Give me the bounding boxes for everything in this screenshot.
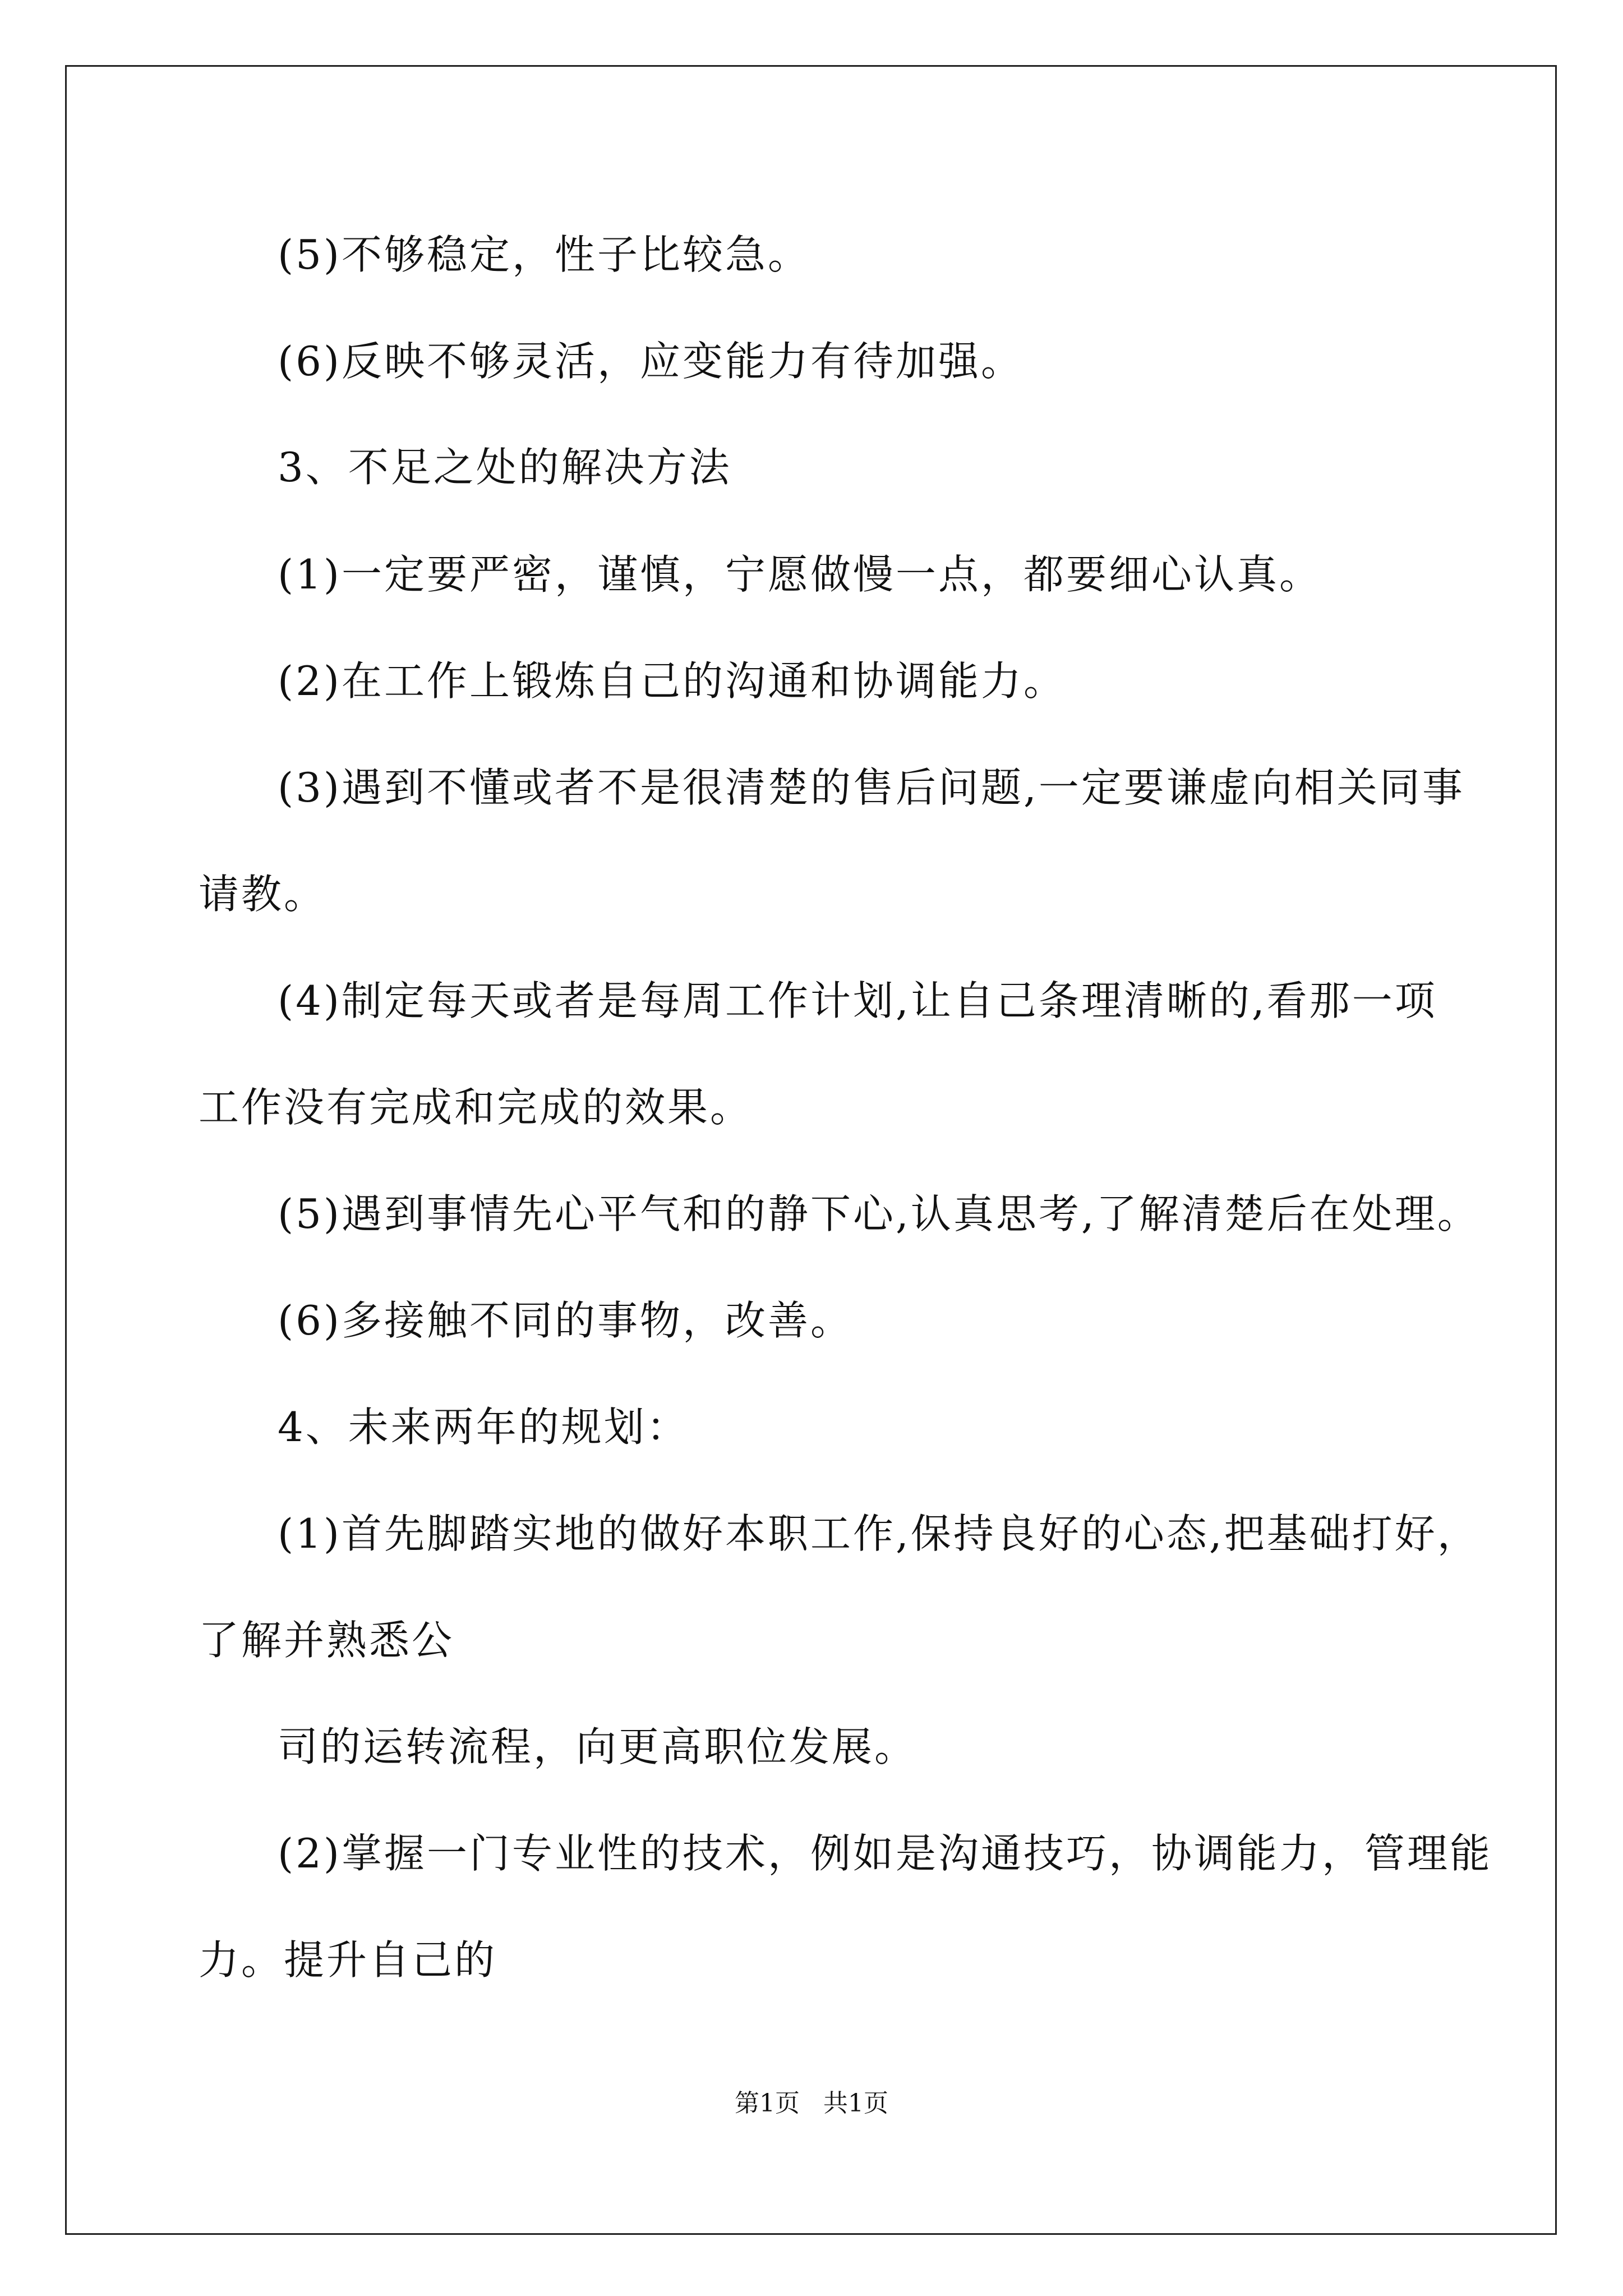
paragraph-line: (6)反映不够灵活，应变能力有待加强。 <box>278 338 1023 385</box>
paragraph-line: 了解并熟悉公 <box>199 1617 455 1664</box>
section-heading: 3、不足之处的解决方法 <box>278 444 732 491</box>
paragraph-line: (5)不够稳定，性子比较急。 <box>278 231 810 278</box>
section-heading: 4、未来两年的规划： <box>278 1404 689 1451</box>
paragraph-line: (2)掌握一门专业性的技术，例如是沟通技巧，协调能力，管理能 <box>278 1830 1492 1877</box>
page-footer: 第1页 共1页 <box>735 2089 888 2118</box>
paragraph-line: 请教。 <box>199 871 327 918</box>
paragraph-line: 工作没有完成和完成的效果。 <box>199 1084 753 1131</box>
paragraph-line: (3)遇到不懂或者不是很清楚的售后问题,一定要谦虚向相关同事 <box>278 764 1465 811</box>
paragraph-line: (4)制定每天或者是每周工作计划,让自己条理清晰的,看那一项 <box>278 977 1437 1024</box>
paragraph-line: 力。提升自己的 <box>199 1936 497 1984</box>
paragraph-line: (2)在工作上锻炼自己的沟通和协调能力。 <box>278 657 1066 705</box>
paragraph-line: (1)一定要严密，谨慎，宁愿做慢一点，都要细心认真。 <box>278 551 1322 598</box>
paragraph-line: (1)首先脚踏实地的做好本职工作,保持良好的心态,把基础打好， <box>278 1510 1480 1557</box>
paragraph-line: 司的运转流程，向更高职位发展。 <box>278 1723 917 1770</box>
paragraph-line: (5)遇到事情先心平气和的静下心,认真思考,了解清楚后在处理。 <box>278 1190 1480 1237</box>
page-border <box>65 65 1557 2235</box>
paragraph-line: (6)多接触不同的事物，改善。 <box>278 1297 853 1344</box>
